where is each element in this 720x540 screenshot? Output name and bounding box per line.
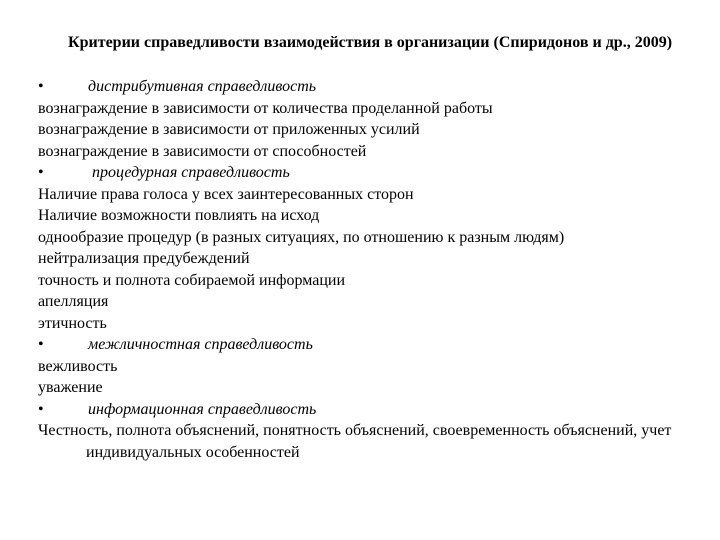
bullet-icon: • (38, 78, 44, 95)
section-heading-interpersonal (38, 334, 678, 356)
bullet-icon: • (38, 164, 44, 181)
section-heading-procedural (38, 162, 678, 184)
list-item: Наличие права голоса у всех заинтересованных сторон (38, 185, 414, 203)
list-item: Наличие возможности повлиять на исход (38, 207, 320, 224)
list-item: уважение (38, 379, 103, 396)
slide-title: Критерии справедливости взаимодействия в организации (Спиридонов и др., 2009) (67, 34, 673, 51)
section-heading-label: межличностная справедливость (88, 336, 313, 353)
list-item: апелляция (38, 293, 109, 310)
section-heading-label: информационная справедливость (88, 400, 317, 418)
bullet-icon: • (38, 336, 44, 353)
section-heading-label: процедурная справедливость (92, 164, 290, 181)
section-heading-distributive (38, 76, 678, 98)
list-item: точность и полнота собираемой информации (38, 271, 346, 289)
bullet-icon: • (38, 400, 44, 418)
list-item: Честность, полнота объяснений, понятность объяснений, своевременность объяснений, учет индивидуальных особенностей (38, 422, 672, 461)
slide-body (38, 76, 678, 463)
list-item: однообразие процедур (в разных ситуациях, по отношению к разным людям) (38, 228, 565, 246)
list-item: вознаграждение в зависимости от количества проделанной работы (38, 99, 493, 117)
section-heading-label: дистрибутивная справедливость (88, 78, 317, 95)
section-heading-informational (38, 399, 678, 421)
list-item: вознаграждение в зависимости от способностей (38, 142, 367, 160)
list-item: вознаграждение в зависимости от приложенных усилий (38, 121, 420, 138)
list-item: этичность (38, 314, 107, 332)
list-item: нейтрализация предубеждений (38, 250, 250, 267)
list-item: вежливость (38, 357, 118, 375)
